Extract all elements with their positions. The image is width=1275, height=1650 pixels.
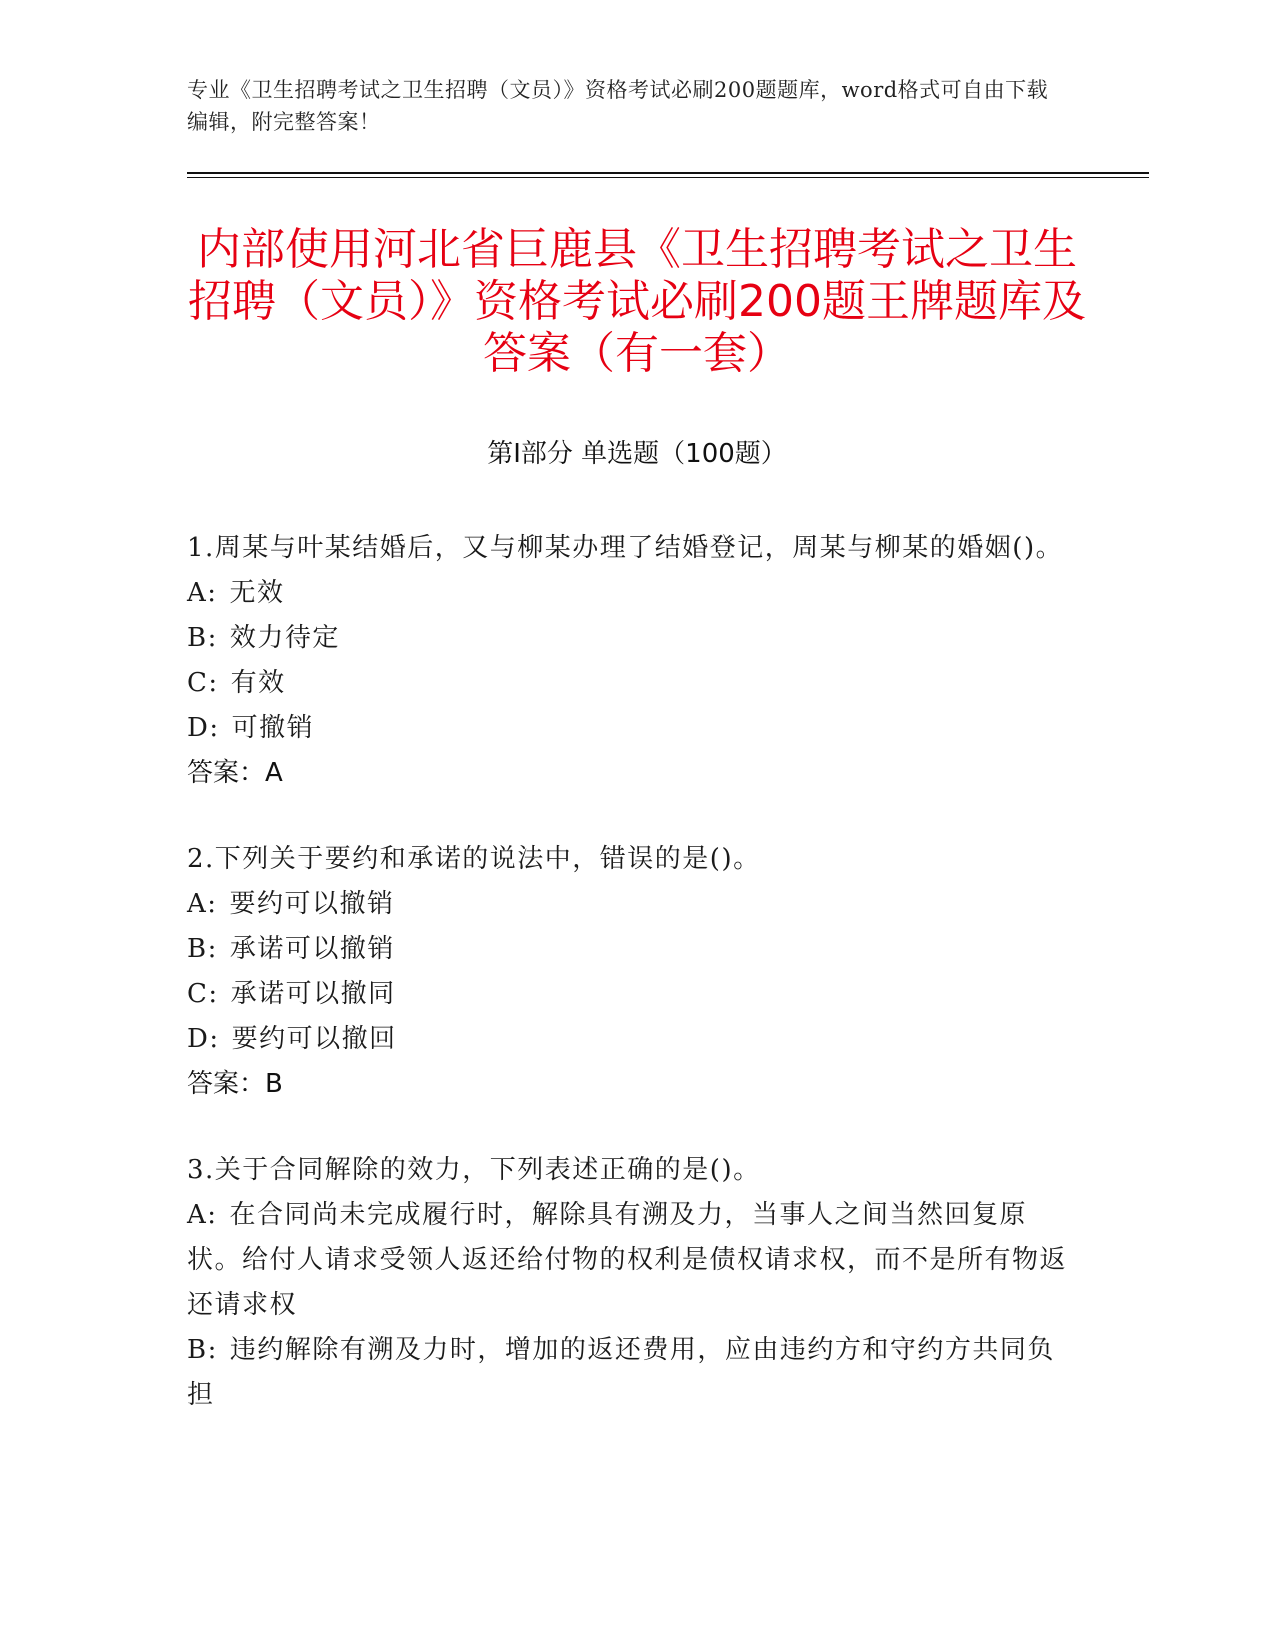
header-divider-thick	[187, 172, 1149, 174]
header-note: 专业《卫生招聘考试之卫生招聘（文员）》资格考试必刷200题题库，word格式可自由下载编辑，附完整答案！	[187, 78, 1049, 134]
option-text: 无效	[229, 578, 285, 608]
option-b	[187, 616, 1067, 661]
option-a	[187, 882, 1067, 927]
question-1	[187, 526, 1067, 796]
document-title: 内部使用河北省巨鹿县《卫生招聘考试之卫生招聘（文员）》资格考试必刷200题王牌题库及答案（有一套）	[188, 224, 1086, 379]
option-c	[187, 661, 1067, 706]
question-stem: 3.关于合同解除的效力，下列表述正确的是()。	[187, 1155, 761, 1185]
answer-label: 答案：B	[187, 1069, 283, 1099]
question-stem: 1.周某与叶某结婚后，又与柳某办理了结婚登记，周某与柳某的婚姻()。	[187, 533, 1064, 563]
option-key: B:	[187, 934, 218, 964]
option-c	[187, 972, 1067, 1017]
option-key: A:	[187, 578, 218, 608]
question-3	[187, 1148, 1067, 1418]
option-d	[187, 706, 1067, 751]
option-text: 可撤销	[231, 713, 315, 743]
option-text: 要约可以撤销	[229, 889, 395, 919]
question-2	[187, 837, 1067, 1107]
option-text: 效力待定	[229, 623, 340, 653]
option-key: C:	[187, 979, 219, 1009]
option-a	[187, 571, 1067, 616]
question-list	[187, 526, 1067, 1459]
option-text: 违约解除有溯及力时，增加的返还费用，应由违约方和守约方共同负担	[187, 1335, 1055, 1410]
option-key: C:	[187, 668, 219, 698]
option-key: A:	[187, 889, 218, 919]
header-divider-thin	[187, 177, 1149, 178]
option-key: B:	[187, 623, 218, 653]
option-text: 承诺可以撤同	[230, 979, 396, 1009]
option-b	[187, 1328, 1067, 1418]
question-stem: 2.下列关于要约和承诺的说法中，错误的是()。	[187, 844, 761, 874]
option-b	[187, 927, 1067, 972]
section-title: 第Ⅰ部分 单选题（100题）	[487, 439, 787, 469]
option-key: D:	[187, 1024, 220, 1054]
option-text: 要约可以撤回	[231, 1024, 397, 1054]
option-a	[187, 1193, 1067, 1328]
answer-label: 答案：A	[187, 758, 283, 788]
option-text: 在合同尚未完成履行时，解除具有溯及力，当事人之间当然回复原状。给付人请求受领人返还给付物的权利是债权请求权，而不是所有物返还请求权	[187, 1200, 1068, 1320]
option-key: D:	[187, 713, 220, 743]
option-text: 有效	[230, 668, 286, 698]
option-key: B:	[187, 1335, 218, 1365]
option-key: A:	[187, 1200, 218, 1230]
option-text: 承诺可以撤销	[229, 934, 395, 964]
option-d	[187, 1017, 1067, 1062]
